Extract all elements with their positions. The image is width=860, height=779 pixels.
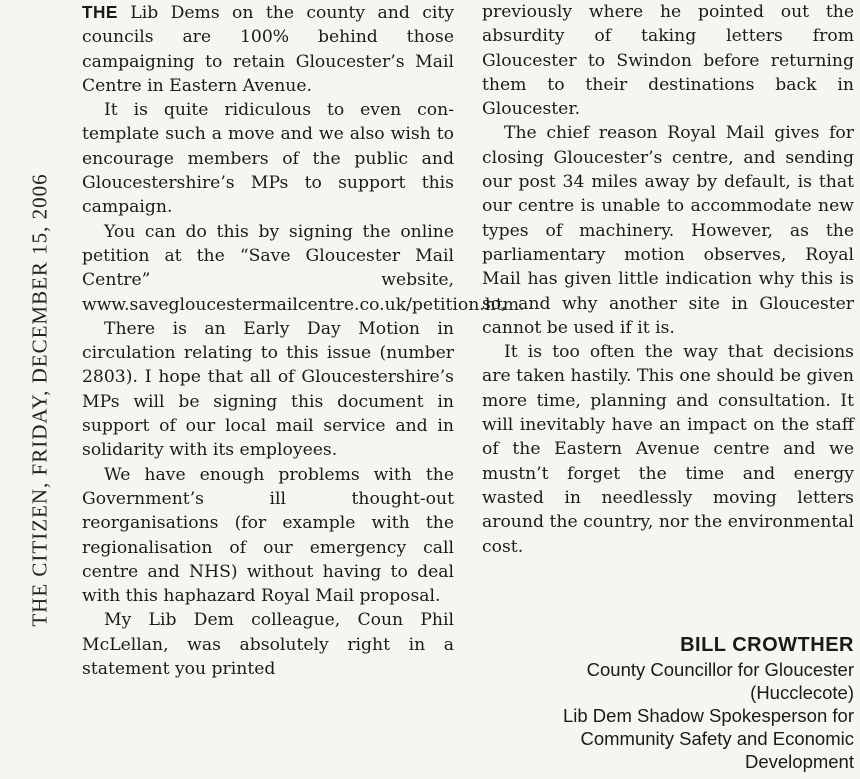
paragraph-6: My Lib Dem colleague, Coun Phil McLellan, was absolutely right in a statement you printed [82,610,454,680]
paragraph-5: We have enough problems with the Government’s ill thought-out reorganisations (for example with the regionalisation of our emergency call centre and NHS) without having to deal with this haphazard Royal Mail proposal. [82,464,454,607]
paragraph-3: You can do this by signing the online petition at the “Save Gloucester Mail Centre” website, www.savegloucestermailcentre.co.uk/petition.htm. [82,221,525,315]
signatory-role-line-4: Community Safety and Economic [580,728,854,749]
dateline-strip [0,0,70,779]
paragraph-7: The chief reason Royal Mail gives for closing Gloucester’s centre, and sending our post 34 miles away by default, is that our centre is unable to accommodate new types of machinery. However, as the parliamentary motion observes, Royal Mail has given little indication why this is so, and why another site in Gloucester cannot be used if it is. [482,123,854,338]
letter-column-2 [482,0,854,620]
paragraph-8: It is too often the way that decisions are taken hastily. This one should be given more time, planning and consultation. It will inevitably have an impact on the staff of the Eastern Avenue centre and we mustn’t forget the time and energy wasted in needlessly moving letters around the country, nor the environmental cost. [482,342,854,557]
signatory-role-line-1: County Councillor for Gloucester [586,659,854,680]
signatory-name: BILL CROWTHER [680,634,854,656]
dateline: THE CITIZEN, FRIDAY, DECEMBER 15, 2006 [27,173,52,627]
signature-block [482,632,854,773]
paragraph-1 [82,0,454,98]
signatory-role-line-5: Development [744,751,854,772]
signatory-role-line-3: Lib Dem Shadow Spokesperson for [562,705,854,726]
paragraph-2: It is quite ridiculous to even contemplate such a move and we also wish to encourage members of the public and Gloucestershire’s MPs to support this campaign. [82,100,454,218]
paragraph-1-text: Lib Dems on the county and city councils are 100% behind those campaigning to retain Gloucester’s Mail Centre in Eastern Avenue. [82,3,454,96]
letter-column-1 [82,0,525,779]
signatory-role-line-2: (Hucclecote) [750,682,854,703]
paragraph-4: There is an Early Day Motion in circulation relating to this issue (number 2803). I hope that all of Gloucestershire’s MPs will be signing this document in support of our local mail service and in solidarity with its employees. [82,318,454,461]
paragraph-6-continued: previously where he pointed out the absurdity of taking letters from Gloucester to Swindon before returning them to their destinations back in Gloucester. [482,2,854,120]
lead-word: THE [82,2,118,22]
